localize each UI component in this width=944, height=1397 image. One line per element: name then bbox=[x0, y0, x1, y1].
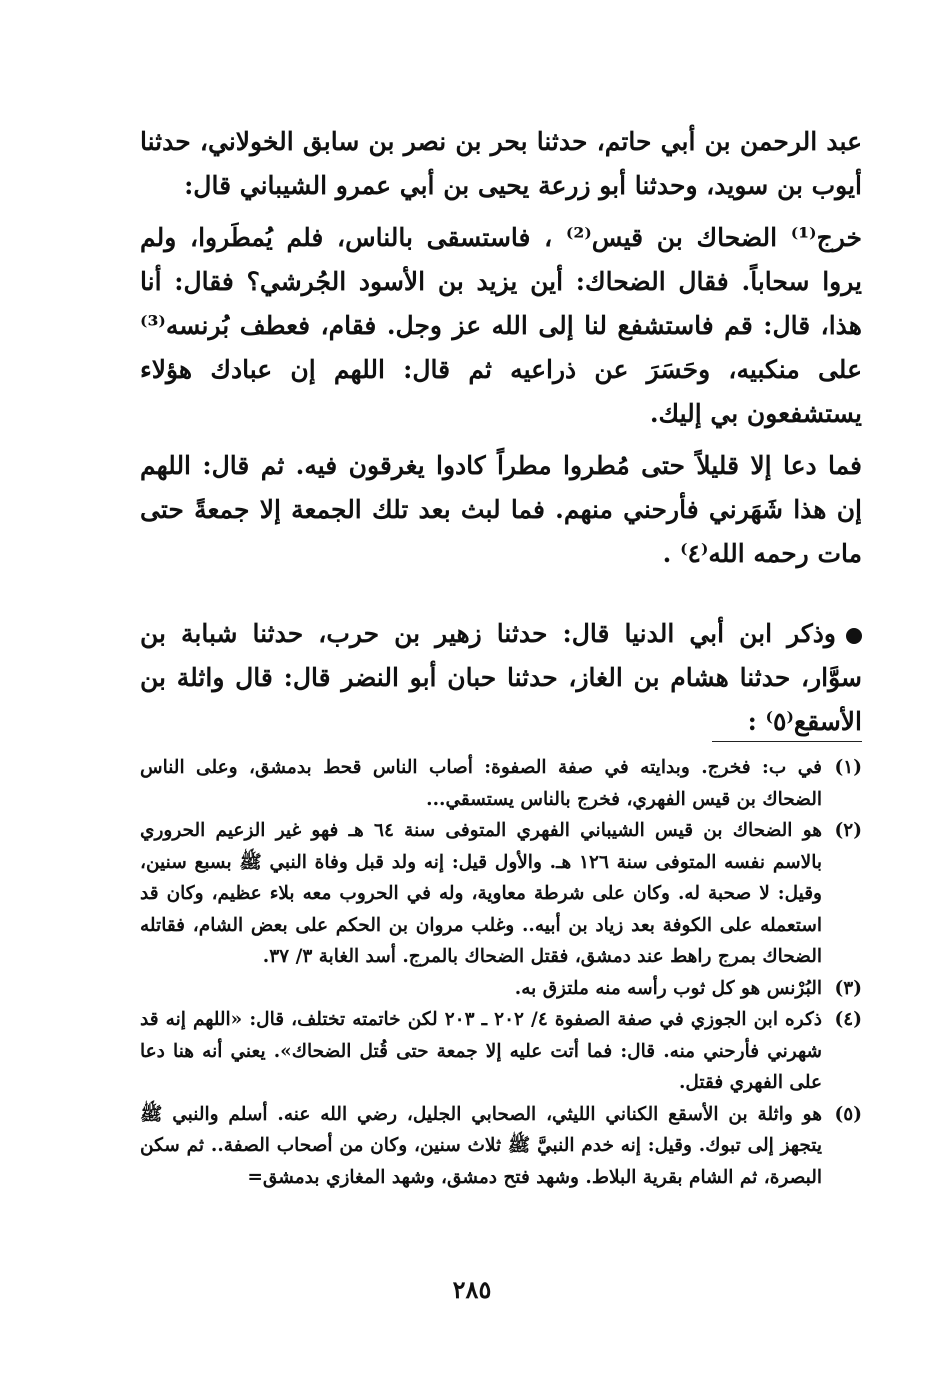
footnote-number: (٣) bbox=[834, 977, 862, 999]
footnote-text: هو الضحاك بن قيس الشيباني الفهري المتوفى سنة ٦٤ هـ فهو غير الزعيم الحروري بالاسم نفسه المتوفى سنة ١٢٦ هـ. والأول قيل: إنه ولد قبل وفاة النبي ﷺ بسبع سنين، وقيل: لا صحبة له. وكان على شرطة معاوية، وله في الحروب معه بلاء عظيم، وكان قد استعمله على الكوفة بعد زياد بن أبيه.. وغلب مروان بن الحكم على بعض الشام، فقاتله الضحاك بمرج راهط عند دمشق، فقتل الضحاك بالمرج. أسد الغابة ٣/ ٣٧. bbox=[140, 820, 823, 967]
footnote-4 bbox=[140, 1004, 862, 1099]
footnote-text: في ب: فخرج. وبدايته في صفة الصفوة: أصاب الناس قحط بدمشق، وعلى الناس الضحاك بن قيس الفهري، فخرج بالناس يستسقي... bbox=[140, 757, 822, 810]
paragraph-dua: فما دعا إلا قليلاً حتى مُطروا مطراً كادوا يغرقون فيه. ثم قال: اللهم إن هذا شَهَرني فأرحني منهم. فما لبث بعد تلك الجمعة إلا جمعةً حتى مات رحمه الله⁽٤⁾ . bbox=[140, 451, 862, 568]
paragraph-istisqa: خرج⁽¹⁾ الضحاك بن قيس⁽²⁾ ، فاستسقى بالناس، فلم يُمطَروا، ولم يروا سحاباً. فقال الضحاك: أين يزيد بن الأسود الجُرشي؟ فقال: أنا هذا، قال: قم فاستشفع لنا إلى الله عز وجل. فقام، فعطف بُرنسه⁽³⁾ على منكبيه، وحَسَرَ عن ذراعيه ثم قال: اللهم إن عبادك هؤلاء يستشفعون بي إليك. bbox=[140, 223, 862, 428]
footnote-separator bbox=[712, 741, 862, 742]
paragraph-wathila-text: وذكر ابن أبي الدنيا قال: حدثنا زهير بن حرب، حدثنا شبابة بن سوَّار، حدثنا هشام بن الغاز، حدثنا حبان أبو النضر قال: قال واثلة بن الأسقع⁽٥⁾ : bbox=[140, 619, 862, 736]
paragraph-wathila bbox=[140, 612, 862, 744]
footnote-text: ذكره ابن الجوزي في صفة الصفوة ٤/ ٢٠٢ ـ ٢٠٣ لكن خاتمته تختلف، قال: «اللهم إنه قد شهرني فأرحني منه. قال: فما أتت عليه إلا جمعة حتى قُتل الضحاك». يعني أنه هنا دعا على الفهري فقتل. bbox=[140, 1009, 822, 1093]
footnote-number: (٤) bbox=[834, 1009, 862, 1030]
footnote-3 bbox=[140, 973, 862, 1005]
footnote-5 bbox=[140, 1099, 862, 1194]
bullet-icon bbox=[846, 628, 862, 644]
footnote-1 bbox=[140, 752, 862, 815]
footnote-text: البُرْنس هو كل ثوب رأسه منه ملتزق به. bbox=[514, 977, 822, 999]
paragraph-isnad: عبد الرحمن بن أبي حاتم، حدثنا بحر بن نصر بن سابق الخولاني، حدثنا أيوب بن سويد، وحدثنا أبو زرعة يحيى بن أبي عمرو الشيباني قال: bbox=[140, 127, 862, 200]
footnote-2 bbox=[140, 815, 862, 973]
footnotes bbox=[140, 752, 862, 1193]
footnote-number: (٢) bbox=[834, 820, 862, 841]
main-text bbox=[140, 120, 862, 752]
footnote-number: (٥) bbox=[834, 1103, 862, 1125]
page-number: ٢٨٥ bbox=[452, 1275, 492, 1304]
footnote-text: هو واثلة بن الأسقع الكناني الليثي، الصحابي الجليل، رضي الله عنه. أسلم والنبي ﷺ يتجهز إلى تبوك. وقيل: إنه خدم النبيَّ ﷺ ثلاث سنين، وكان من أصحاب الصفة.. ثم سكن البصرة، ثم الشام بقرية البلاط. وشهد فتح دمشق، وشهد المغازي بدمشق= bbox=[140, 1103, 822, 1188]
footnote-number: (١) bbox=[834, 757, 862, 778]
